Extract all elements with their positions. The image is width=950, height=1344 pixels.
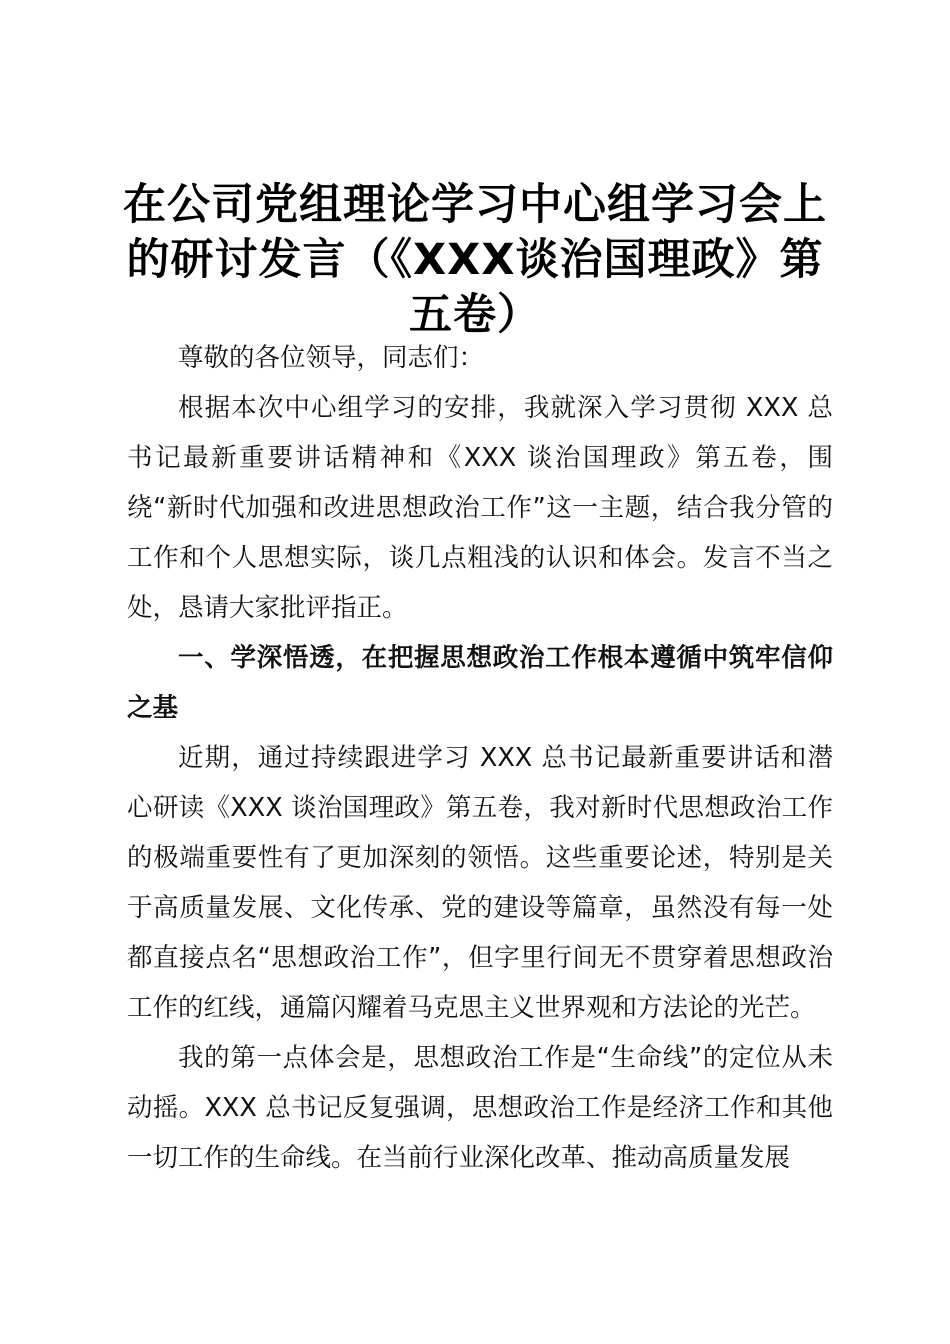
salutation: 尊敬的各位领导，同志们： [178, 343, 485, 373]
body-paragraph: 近期，通过持续跟进学习 XXX 总书记最新重要讲话和潜心研读《XXX 谈治国理政》第五卷，我对新时代思想政治工作的极端重要性有了更加深刻的领悟。这些重要论述，特别是关于高质量发展、文化传承、党的建设等篇章，虽然没有每一处都直接点名“思想政治工作”，但字里行间无不贯穿着思想政治工作的红线，通篇闪耀着马克思主义世界观和方法论的光芒。 [127, 743, 833, 1023]
section-heading: 一、学深悟透，在把握思想政治工作根本遵循中筑牢信仰之基 [127, 643, 833, 723]
document-body [127, 333, 833, 1183]
document-title: 在公司党组理论学习中心组学习会上的研讨发言（《XXX谈治国理政》第五卷） [123, 180, 827, 340]
intro-paragraph: 根据本次中心组学习的安排，我就深入学习贯彻 XXX 总书记最新重要讲话精神和《XXX 谈治国理政》第五卷，围绕“新时代加强和改进思想政治工作”这一主题，结合我分管的工作和个人思想实际，谈几点粗浅的认识和体会。发言不当之处，恳请大家批评指正。 [127, 393, 833, 623]
body-paragraph: 我的第一点体会是，思想政治工作是“生命线”的定位从未动摇。XXX 总书记反复强调，思想政治工作是经济工作和其他一切工作的生命线。在当前行业深化改革、推动高质量发展 [127, 1043, 833, 1173]
